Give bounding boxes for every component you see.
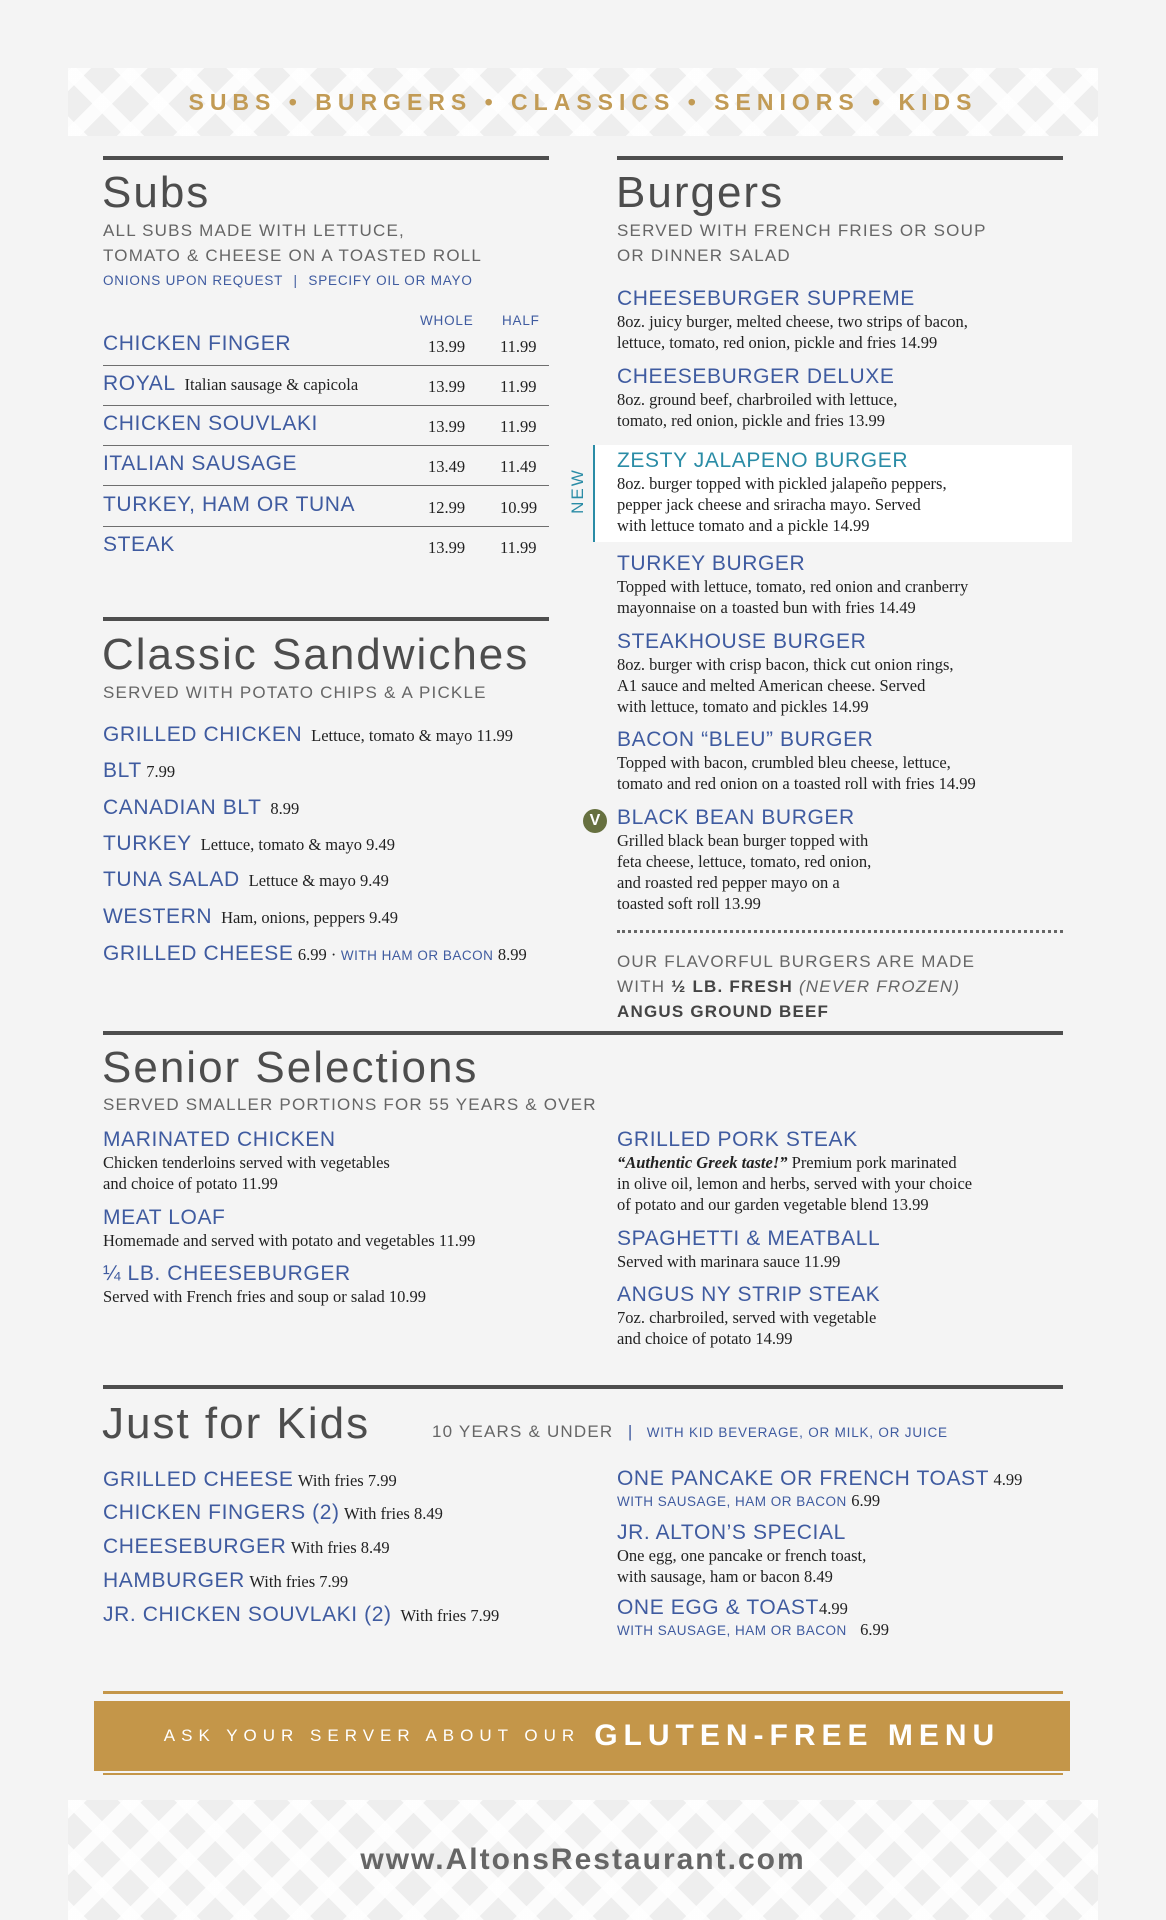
kids-age: 10 YEARS & UNDER bbox=[432, 1422, 614, 1441]
burgers-line1: SERVED WITH FRENCH FRIES OR SOUP bbox=[617, 221, 987, 240]
kids-name: ONE PANCAKE OR FRENCH TOAST bbox=[617, 1467, 990, 1490]
sub-price-half: 11.99 bbox=[500, 538, 537, 557]
kids-note: WITH SAUSAGE, HAM OR BACON bbox=[617, 1494, 847, 1509]
kids-desc: With fries 8.49 bbox=[344, 1504, 443, 1523]
dotted-divider bbox=[617, 930, 1063, 933]
desc-line: Topped with lettuce, tomato, red onion and cranberry bbox=[617, 577, 969, 596]
kids-price: 4.99 bbox=[818, 1599, 848, 1618]
classic-desc: 8.99 bbox=[270, 799, 300, 818]
sub-price-whole: 13.99 bbox=[428, 417, 466, 436]
subs-note-sep: | bbox=[293, 273, 298, 288]
burgers-line2: OR DINNER SALAD bbox=[617, 246, 791, 265]
burger-item bbox=[617, 287, 968, 353]
sub-name: CHICKEN FINGER bbox=[103, 332, 292, 355]
senior-item bbox=[617, 1283, 880, 1349]
subs-line1: ALL SUBS MADE WITH LETTUCE, bbox=[103, 221, 405, 240]
gluten-big: GLUTEN-FREE MENU bbox=[594, 1719, 1001, 1752]
kids-note: WITH SAUSAGE, HAM OR BACON bbox=[617, 1623, 847, 1638]
burger-desc bbox=[617, 654, 954, 717]
kids-price2: 6.99 bbox=[860, 1620, 889, 1639]
sub-price-whole: 13.49 bbox=[428, 457, 466, 476]
senior-item bbox=[103, 1206, 475, 1251]
gluten-small: ASK YOUR SERVER ABOUT OUR bbox=[163, 1726, 581, 1745]
subs-row bbox=[103, 446, 549, 486]
gluten-line-bottom bbox=[103, 1773, 1063, 1775]
desc-line: lettuce, tomato, red onion, pickle and fries 14.99 bbox=[617, 333, 938, 352]
burger-desc bbox=[617, 830, 871, 914]
desc-line: mayonnaise on a toasted bun with fries 14.49 bbox=[617, 598, 916, 617]
website-link[interactable]: www.AltonsRestaurant.com bbox=[360, 1843, 806, 1876]
kids-item bbox=[103, 1603, 499, 1627]
classic-name: CANADIAN BLT bbox=[103, 796, 262, 819]
classic-item bbox=[103, 759, 175, 783]
classic-name: GRILLED CHICKEN bbox=[103, 723, 303, 746]
footer-never-frozen: (NEVER FROZEN) bbox=[798, 977, 961, 996]
subs-note-onions: ONIONS UPON REQUEST bbox=[103, 273, 283, 288]
subs-rule bbox=[103, 156, 549, 160]
burgers-title: Burgers bbox=[616, 168, 785, 217]
vegetarian-badge-icon: V bbox=[583, 809, 607, 833]
classic-rule bbox=[103, 617, 549, 621]
senior-item bbox=[617, 1128, 972, 1215]
classic-name: WESTERN bbox=[103, 905, 213, 928]
classic-item bbox=[103, 832, 395, 856]
desc-line: of potato and our garden vegetable blend 13.99 bbox=[617, 1195, 929, 1214]
desc-line: Topped with bacon, crumbled bleu cheese, lettuce, bbox=[617, 753, 951, 772]
kids-sep: | bbox=[627, 1422, 633, 1441]
senior-name: SPAGHETTI & MEATBALL bbox=[617, 1227, 881, 1250]
kids-desc: With fries 7.99 bbox=[249, 1572, 349, 1591]
new-label: NEW bbox=[568, 468, 587, 514]
senior-item bbox=[103, 1262, 426, 1307]
desc-line: and choice of potato 14.99 bbox=[617, 1329, 793, 1348]
desc-line: feta cheese, lettuce, tomato, red onion, bbox=[617, 852, 872, 871]
burger-desc bbox=[617, 752, 976, 794]
burger-item bbox=[617, 630, 954, 717]
sub-name: ITALIAN SAUSAGE bbox=[103, 452, 298, 475]
subs-row bbox=[103, 406, 549, 446]
senior-item bbox=[103, 1128, 390, 1194]
burger-item bbox=[617, 806, 871, 914]
kids-name: GRILLED CHEESE bbox=[103, 1468, 294, 1491]
classic-desc: 7.99 bbox=[146, 762, 176, 781]
classic-desc: Lettuce & mayo 9.49 bbox=[248, 871, 389, 890]
kids-item bbox=[103, 1535, 390, 1559]
classic-desc: Lettuce, tomato & mayo 9.49 bbox=[200, 835, 395, 854]
classic-item bbox=[103, 905, 398, 929]
sub-price-half: 11.49 bbox=[500, 457, 537, 476]
classic-item bbox=[103, 942, 527, 966]
subs-row bbox=[103, 527, 549, 567]
sub-price-whole: 13.99 bbox=[428, 377, 466, 396]
burger-item bbox=[617, 552, 968, 618]
desc-line: 8oz. juicy burger, melted cheese, two strips of bacon, bbox=[617, 312, 968, 331]
sub-desc: Italian sausage & capicola bbox=[184, 375, 359, 394]
classic-price: 6.99 · bbox=[297, 945, 337, 964]
sub-price-half: 11.99 bbox=[500, 417, 537, 436]
kids-price2: 6.99 bbox=[851, 1491, 881, 1510]
kids-desc: With fries 7.99 bbox=[297, 1471, 397, 1490]
burgers-rule bbox=[617, 156, 1063, 160]
desc-line: Grilled black bean burger topped with bbox=[617, 831, 869, 850]
kids-item bbox=[103, 1468, 397, 1492]
burger-desc bbox=[617, 576, 968, 618]
kids-desc: With fries 8.49 bbox=[290, 1538, 390, 1557]
classic-name: GRILLED CHEESE bbox=[103, 942, 294, 965]
burgers-footer2 bbox=[617, 974, 960, 999]
desc-line: 8oz. burger topped with pickled jalapeño peppers, bbox=[617, 474, 947, 493]
desc-line: with sausage, ham or bacon 8.49 bbox=[617, 1567, 833, 1586]
sub-price-whole: 13.99 bbox=[428, 337, 466, 356]
senior-desc bbox=[103, 1286, 426, 1307]
senior-desc bbox=[617, 1307, 880, 1349]
senior-item bbox=[617, 1227, 880, 1272]
desc-line: One egg, one pancake or french toast, bbox=[617, 1546, 867, 1565]
classic-item bbox=[103, 868, 389, 892]
kids-price: 4.99 bbox=[993, 1470, 1023, 1489]
desc-line: with lettuce tomato and a pickle 14.99 bbox=[617, 516, 870, 535]
top-banner bbox=[68, 68, 1098, 136]
senior-sub: SERVED SMALLER PORTIONS FOR 55 YEARS & OVER bbox=[103, 1095, 597, 1114]
desc-line: with lettuce, tomato and pickles 14.99 bbox=[617, 697, 869, 716]
classic-title: Classic Sandwiches bbox=[102, 630, 530, 679]
burger-name: BLACK BEAN BURGER bbox=[617, 806, 855, 829]
kids-item bbox=[103, 1569, 348, 1593]
desc-line: and roasted red pepper mayo on a bbox=[617, 873, 840, 892]
kids-item bbox=[617, 1596, 889, 1640]
desc-line: Homemade and served with potato and vegetables 11.99 bbox=[103, 1231, 476, 1250]
classic-name: TUNA SALAD bbox=[103, 868, 240, 891]
footer-with: WITH bbox=[617, 977, 666, 996]
burger-item bbox=[617, 449, 947, 536]
desc-line: tomato and red onion on a toasted roll with fries 14.99 bbox=[617, 774, 976, 793]
senior-name: MEAT LOAF bbox=[103, 1206, 226, 1229]
classic-name: BLT bbox=[103, 759, 142, 782]
desc-line: 7oz. charbroiled, served with vegetable bbox=[617, 1308, 877, 1327]
kids-name: CHICKEN FINGERS (2) bbox=[103, 1501, 340, 1524]
kids-item bbox=[617, 1467, 1022, 1511]
sub-price-whole: 12.99 bbox=[428, 498, 466, 517]
burger-name: TURKEY BURGER bbox=[617, 552, 806, 575]
kids-item bbox=[617, 1521, 866, 1587]
desc-line: and choice of potato 11.99 bbox=[103, 1174, 278, 1193]
desc-line: Served with French fries and soup or salad 10.99 bbox=[103, 1287, 427, 1306]
senior-desc bbox=[617, 1251, 880, 1272]
classic-item bbox=[103, 796, 299, 820]
gluten-free-banner bbox=[94, 1701, 1070, 1771]
subs-note-oil: SPECIFY OIL OR MAYO bbox=[308, 273, 473, 288]
classic-sub: SERVED WITH POTATO CHIPS & A PICKLE bbox=[103, 683, 487, 702]
senior-name: MARINATED CHICKEN bbox=[103, 1128, 336, 1151]
classic-desc: Lettuce, tomato & mayo 11.99 bbox=[311, 726, 514, 745]
footer-half-lb: ½ LB. FRESH bbox=[671, 977, 793, 996]
sub-name: TURKEY, HAM OR TUNA bbox=[103, 493, 356, 516]
burger-name: BACON “BLEU” BURGER bbox=[617, 728, 874, 751]
subs-row bbox=[103, 366, 549, 406]
subs-row bbox=[103, 326, 549, 366]
kids-subtitle bbox=[432, 1422, 948, 1442]
sub-name: STEAK bbox=[103, 533, 175, 556]
desc-line: 8oz. burger with crisp bacon, thick cut onion rings, bbox=[617, 655, 954, 674]
subs-notes bbox=[103, 273, 473, 288]
sub-price-whole: 13.99 bbox=[428, 538, 466, 557]
gluten-line-top bbox=[103, 1691, 1063, 1694]
desc-line: Chicken tenderloins served with vegetables bbox=[103, 1153, 390, 1172]
kids-desc: With fries 7.99 bbox=[400, 1606, 500, 1625]
burger-name: STEAKHOUSE BURGER bbox=[617, 630, 867, 653]
desc-line: pepper jack cheese and sriracha mayo. Served bbox=[617, 495, 921, 514]
burger-name: ZESTY JALAPENO BURGER bbox=[617, 449, 909, 472]
burger-desc bbox=[617, 389, 897, 431]
desc-quote: “Authentic Greek taste!” bbox=[617, 1153, 788, 1172]
senior-name: ANGUS NY STRIP STEAK bbox=[617, 1283, 881, 1306]
burgers-footer1: OUR FLAVORFUL BURGERS ARE MADE bbox=[617, 952, 976, 971]
senior-title: Senior Selections bbox=[102, 1043, 479, 1092]
burger-item bbox=[617, 365, 897, 431]
kids-desc bbox=[617, 1545, 866, 1587]
sub-price-half: 11.99 bbox=[500, 377, 537, 396]
senior-desc bbox=[103, 1152, 390, 1194]
sub-name: CHICKEN SOUVLAKI bbox=[103, 412, 318, 435]
kids-name: JR. CHICKEN SOUVLAKI (2) bbox=[103, 1603, 392, 1626]
burger-item bbox=[617, 728, 976, 794]
burger-name: CHEESEBURGER SUPREME bbox=[617, 287, 915, 310]
classic-item bbox=[103, 723, 513, 747]
kids-beverage: WITH KID BEVERAGE, OR MILK, OR JUICE bbox=[646, 1425, 948, 1440]
classic-price2: 8.99 bbox=[497, 945, 527, 964]
sub-price-half: 10.99 bbox=[500, 498, 538, 517]
subs-title: Subs bbox=[102, 168, 211, 217]
desc-line: 8oz. ground beef, charbroiled with lettuce, bbox=[617, 390, 898, 409]
desc-line: tomato, red onion, pickle and fries 13.99 bbox=[617, 411, 886, 430]
desc-line: Premium pork marinated bbox=[787, 1153, 957, 1172]
desc-line: toasted soft roll 13.99 bbox=[617, 894, 761, 913]
kids-name: CHEESEBURGER bbox=[103, 1535, 287, 1558]
sub-name: ROYAL bbox=[103, 372, 176, 395]
burger-desc bbox=[617, 473, 947, 536]
subs-col-whole: WHOLE bbox=[420, 313, 474, 328]
senior-name: ¼ LB. CHEESEBURGER bbox=[103, 1262, 351, 1285]
classic-desc: Ham, onions, peppers 9.49 bbox=[221, 908, 398, 927]
senior-desc bbox=[103, 1230, 475, 1251]
sub-price-half: 11.99 bbox=[500, 337, 537, 356]
classic-note: WITH HAM OR BACON bbox=[340, 948, 494, 963]
kids-item bbox=[103, 1501, 443, 1525]
desc-line: Served with marinara sauce 11.99 bbox=[617, 1252, 841, 1271]
subs-col-half: HALF bbox=[502, 313, 540, 328]
classic-name: TURKEY bbox=[103, 832, 192, 855]
kids-name: ONE EGG & TOAST bbox=[617, 1596, 819, 1619]
kids-name: JR. ALTON’S SPECIAL bbox=[617, 1521, 846, 1544]
row-divider bbox=[103, 485, 549, 486]
desc-line: in olive oil, lemon and herbs, served with your choice bbox=[617, 1174, 973, 1193]
footer-banner bbox=[68, 1800, 1098, 1920]
senior-rule bbox=[103, 1031, 1063, 1035]
subs-line2: TOMATO & CHEESE ON A TOASTED ROLL bbox=[103, 246, 483, 265]
banner-text: SUBS • BURGERS • CLASSICS • SENIORS • KIDS bbox=[188, 88, 978, 115]
burger-desc bbox=[617, 311, 968, 353]
senior-name: GRILLED PORK STEAK bbox=[617, 1128, 858, 1151]
kids-rule bbox=[103, 1385, 1063, 1389]
kids-name: HAMBURGER bbox=[103, 1569, 245, 1592]
senior-desc bbox=[617, 1152, 972, 1215]
desc-line: A1 sauce and melted American cheese. Served bbox=[617, 676, 926, 695]
subs-row bbox=[103, 487, 549, 527]
kids-title: Just for Kids bbox=[102, 1399, 371, 1448]
burger-name: CHEESEBURGER DELUXE bbox=[617, 365, 895, 388]
burgers-footer3: ANGUS GROUND BEEF bbox=[617, 1002, 830, 1021]
